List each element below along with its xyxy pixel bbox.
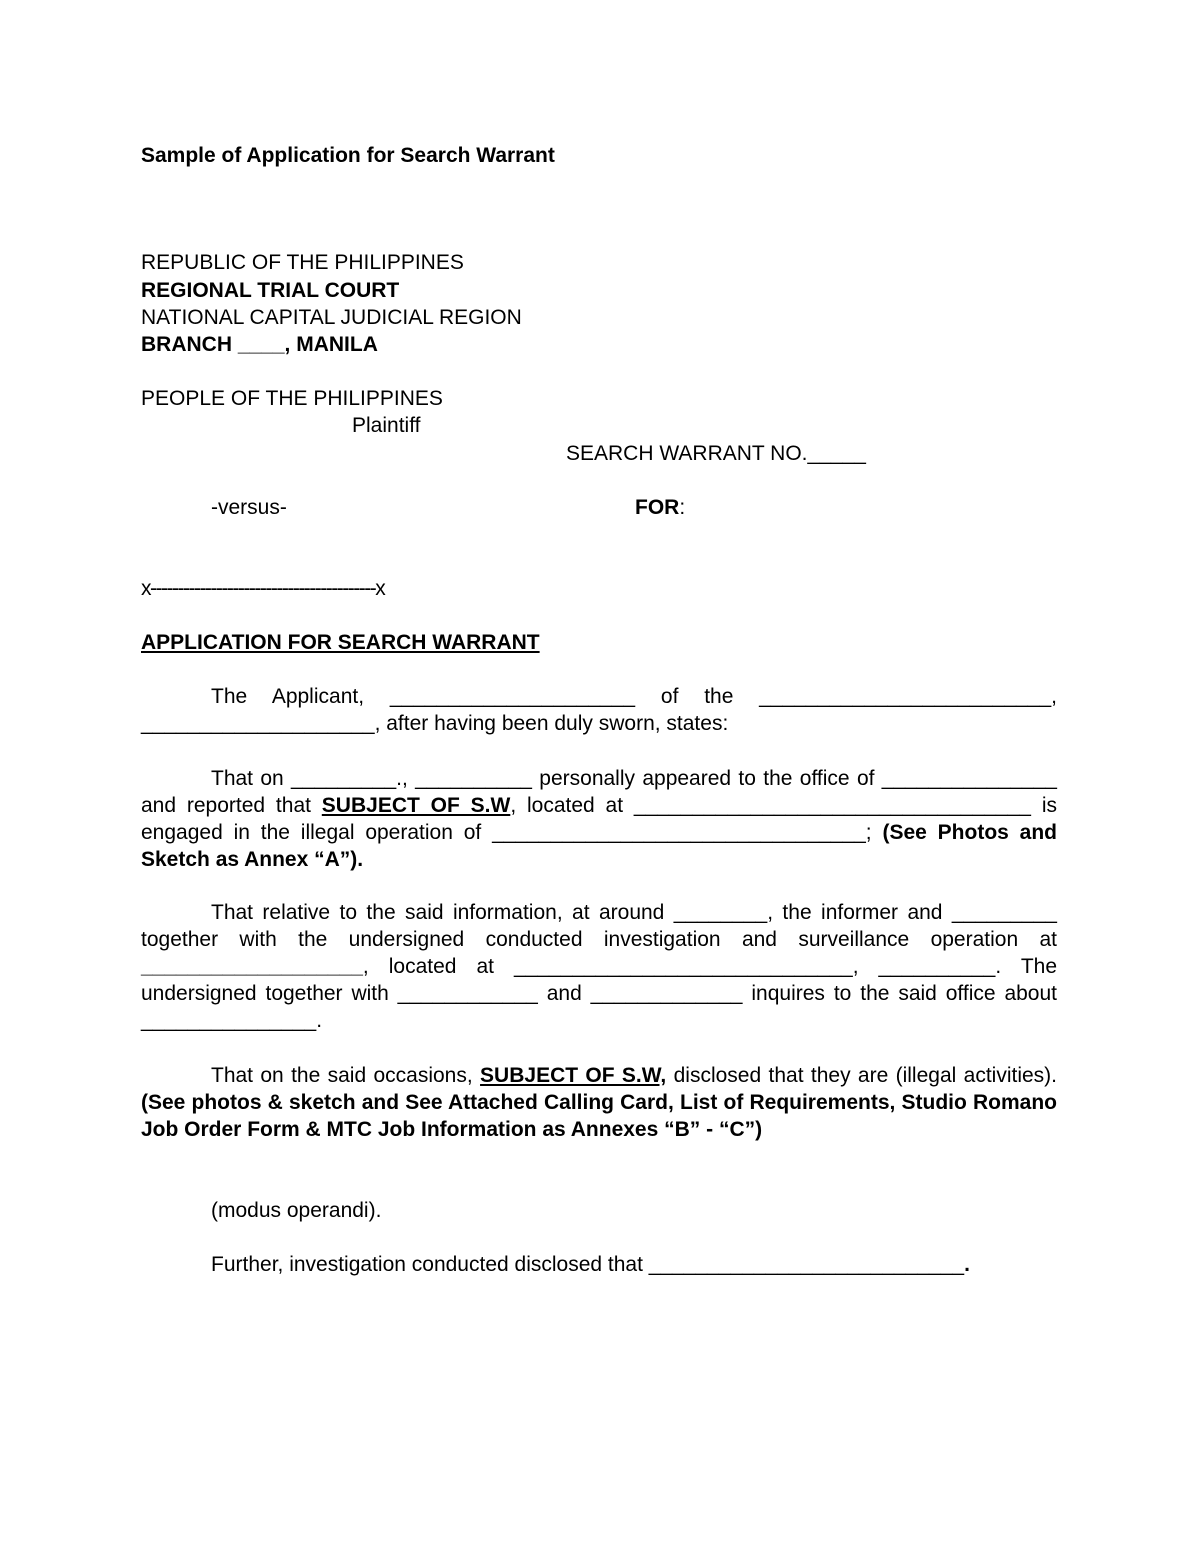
paragraph-further-text: Further, investigation conducted disclosed that ___________________________ — [211, 1253, 965, 1276]
header-region: NATIONAL CAPITAL JUDICIAL REGION — [141, 306, 522, 329]
paragraph-surveillance — [141, 899, 1057, 1034]
caption-for-colon: : — [679, 496, 686, 519]
annex-a-reference: (See Photos and Sketch as Annex “A”). — [141, 821, 1058, 871]
header-court: REGIONAL TRIAL COURT — [141, 279, 400, 302]
paragraph-report-text-2: , located at __________________________________ is engaged in the illegal operation of ________________________________; — [141, 794, 1057, 844]
application-heading: APPLICATION FOR SEARCH WARRANT — [141, 631, 540, 654]
annex-b-c-reference: (See photos & sketch and See Attached Calling Card, List of Requirements, Studio Romano Job Order Form & MTC Job Information as Annexes “B” - “C”) — [141, 1091, 1057, 1141]
operation-blank: ___________________ — [141, 955, 363, 978]
caption-separator: x-----------------------------------------x — [141, 577, 385, 600]
paragraph-occasions — [141, 1062, 1057, 1143]
caption-for — [635, 494, 685, 521]
paragraph-further — [211, 1251, 970, 1278]
subject-of-sw: SUBJECT OF S.W — [321, 794, 511, 817]
paragraph-applicant-text: The Applicant, _____________________ of the _________________________, ____________________, after having been duly sworn, states: — [141, 685, 1057, 735]
header-branch: BRANCH ____, MANILA — [141, 333, 378, 356]
header-republic: REPUBLIC OF THE PHILIPPINES — [141, 251, 464, 274]
paragraph-applicant — [141, 683, 1057, 737]
paragraph-surveillance-text-2: , located at _____________________________, __________. The undersigned together with ____________ and _____________ inquires to the said office about _______________. — [141, 955, 1057, 1032]
caption-plaintiff: Plaintiff — [352, 414, 421, 437]
sample-title: Sample of Application for Search Warrant — [141, 144, 555, 167]
paragraph-report — [141, 765, 1057, 873]
caption-versus: -versus- — [211, 496, 287, 519]
paragraph-further-end: . — [964, 1253, 970, 1276]
paragraph-report-text: That on _________., __________ personally appeared to the office of _______________ and reported that — [141, 767, 1057, 817]
paragraph-occasions-text-2: disclosed that they are (illegal activities). — [666, 1064, 1058, 1087]
caption-warrant-number: SEARCH WARRANT NO._____ — [566, 442, 866, 465]
paragraph-occasions-text: That on the said occasions, — [211, 1064, 481, 1087]
paragraph-modus-operandi: (modus operandi). — [211, 1199, 382, 1222]
caption-people: PEOPLE OF THE PHILIPPINES — [141, 387, 443, 410]
caption-for-label: FOR — [635, 496, 680, 519]
paragraph-surveillance-text: That relative to the said information, at around ________, the informer and _________ together with the undersigned conducted investigation and surveillance operation at — [141, 901, 1057, 951]
subject-of-sw-2: SUBJECT OF S.W, — [480, 1064, 667, 1087]
